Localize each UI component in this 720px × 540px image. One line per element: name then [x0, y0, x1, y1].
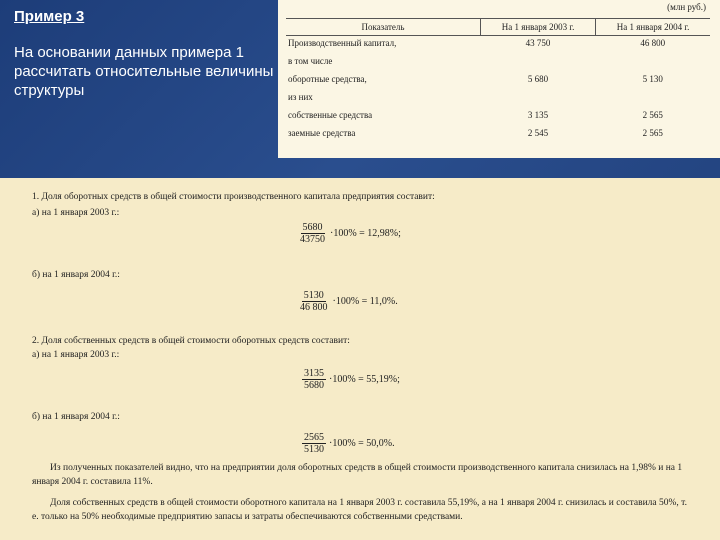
formula-4: [302, 432, 395, 455]
formula-result: ·100% = 12,98%;: [330, 228, 401, 239]
table-header-row: [286, 19, 710, 36]
example-heading: Пример 3: [14, 8, 85, 25]
row-value-2004: 46 800: [640, 38, 666, 48]
formula-numerator: 3135: [304, 368, 324, 379]
table-row: [286, 54, 710, 72]
table-row: [286, 36, 710, 55]
unit-label: (млн руб.): [667, 2, 706, 12]
indicator-table: [286, 18, 710, 144]
step-2b-label: б) на 1 января 2004 г.:: [32, 412, 120, 422]
step-1b-label: б) на 1 января 2004 г.:: [32, 270, 120, 280]
formula-result: ·100% = 50,0%.: [329, 438, 395, 449]
formula-result: ·100% = 11,0%.: [332, 296, 398, 307]
formula-1: [298, 222, 401, 245]
formula-numerator: 5130: [303, 290, 324, 301]
table-row: [286, 72, 710, 90]
row-value-2003: [481, 54, 596, 72]
step-2-heading: 2. Доля собственных средств в общей стоимости оборотных средств составит:: [32, 336, 350, 346]
formula-2: [298, 290, 398, 313]
row-label: оборотные средства,: [288, 74, 367, 84]
formula-denominator: 5130: [304, 444, 324, 455]
column-header: На 1 января 2003 г.: [481, 19, 596, 36]
formula-numerator: 5680: [302, 222, 323, 233]
table-row: [286, 126, 710, 144]
row-label: заемные средства: [288, 128, 356, 138]
row-label: из них: [288, 92, 313, 102]
row-value-2003: 3 135: [527, 110, 549, 120]
step-1a-label: а) на 1 января 2003 г.:: [32, 208, 120, 218]
conclusion-paragraph-2: Доля собственных средств в общей стоимости оборотного капитала на 1 января 2003 г. составила 55,19%, а на 1 января 2004 г. снизилась и составила 50%, т. е. только на 50% необходимые предприятию запасы и затраты обеспечиваются собственными средствами.: [32, 498, 687, 522]
row-label: собственные средства: [288, 110, 373, 120]
formula-denominator: 43750: [300, 234, 325, 245]
row-value-2004: 2 565: [642, 110, 663, 120]
formula-denominator: 5680: [304, 380, 324, 391]
column-header: На 1 января 2004 г.: [596, 19, 710, 36]
row-value-2003: 2 545: [527, 128, 549, 138]
table-row: [286, 108, 710, 126]
row-label: в том числе: [288, 56, 333, 66]
row-value-2003: [481, 90, 596, 108]
column-header: Показатель: [286, 19, 481, 36]
task-text: На основании данных примера 1 рассчитать относительные величины структуры: [14, 44, 274, 99]
formula-denominator: 46 800: [300, 302, 328, 313]
formula-numerator: 2565: [304, 432, 324, 443]
conclusion-paragraph-1: Из полученных показателей видно, что на предприятии доля оборотных средств в общей стоимости производственного капитала снизилась на 1,98% и на 1 января 2004 г. составила 11%.: [32, 463, 683, 487]
table-row: [286, 90, 710, 108]
row-label: Производственный капитал,: [288, 38, 397, 48]
row-value-2004: 2 565: [642, 128, 663, 138]
row-value-2003: 5 680: [527, 74, 549, 84]
step-2a-label: а) на 1 января 2003 г.:: [32, 350, 120, 360]
row-value-2004: 5 130: [642, 74, 663, 84]
row-value-2003: 43 750: [525, 38, 551, 48]
title-box: [14, 8, 276, 100]
data-table-panel: [278, 0, 720, 158]
formula-3: [302, 368, 400, 391]
row-value-2004: [596, 54, 710, 72]
formula-result: ·100% = 55,19%;: [329, 374, 400, 385]
row-value-2004: [596, 90, 710, 108]
step-1-heading: 1. Доля оборотных средств в общей стоимости производственного капитала предприятия составит:: [32, 192, 435, 202]
